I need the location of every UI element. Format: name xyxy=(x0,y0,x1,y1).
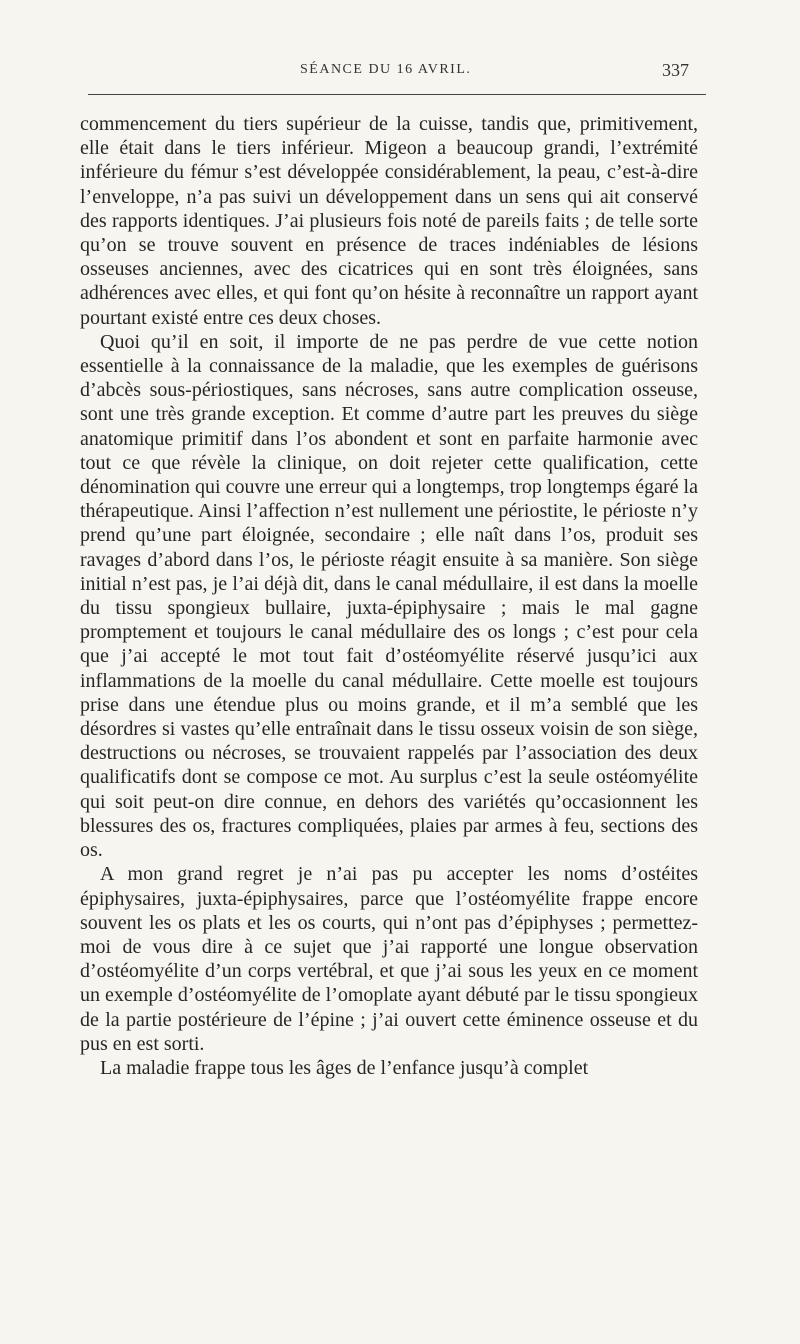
running-title: SÉANCE DU 16 AVRIL. xyxy=(300,62,472,77)
page-number: 337 xyxy=(662,60,689,80)
paragraph: Quoi qu’il en soit, il importe de ne pas perdre de vue cette notion essentielle à la connaissance de la maladie, que les exemples de guérisons d’abcès sous-périostiques, sans nécroses, sans autre complication osseuse, sont une très grande exception. Et comme d’autre part les preuves du siège anatomique primitif dans l’os abondent et sont en parfaite harmonie avec tout ce que révèle la clinique, on doit rejeter cette qualification, cette dénomination qui couvre une erreur qui a longtemps, trop longtemps égaré la thérapeutique. Ainsi l’affection n’est nullement une périostite, le périoste n’y prend qu’une part éloignée, secondaire ; elle naît dans l’os, produit ses ravages d’abord dans l’os, le périoste réagit ensuite à sa manière. Son siège initial n’est pas, je l’ai déjà dit, dans le canal médullaire, il est dans la moelle du tissu spongieux bullaire, juxta-épiphysaire ; mais le mal gagne promptement et toujours le canal médullaire des os longs ; c’est pour cela que j’ai accepté le mot tout fait d’ostéomyélite réservé jusqu’ici aux inflammations de la moelle du canal médullaire. Cette moelle est toujours prise dans une étendue plus ou moins grande, et il m’a semblé que les désordres si vastes qu’elle entraînait dans le tissu osseux voisin de son siège, destructions ou nécroses, se trouvaient rappelés par l’association des deux qualificatifs dont se compose ce mot. Au surplus c’est la seule ostéomyélite qui soit peut-on dire connue, en dehors des variétés qu’occasionnent les blessures des os, fractures compliquées, plaies par armes à feu, sections des os. xyxy=(80,330,698,862)
header-rule xyxy=(88,94,706,95)
paragraph-continued: commencement du tiers supérieur de la cuisse, tandis que, primitivement, elle était dans le tiers inférieur. Migeon a beaucoup grandi, l’extrémité inférieure du fémur s’est développée considérablement, la peau, c’est-à-dire l’enveloppe, n’a pas suivi un développement dans un sens qui ait conservé des rapports identiques. J’ai plusieurs fois noté de pareils faits ; de telle sorte qu’on se trouve souvent en présence de traces indéniables de lésions osseuses anciennes, avec des cicatrices qui en sont très éloignées, sans adhérences avec elles, et qui font qu’on hésite à reconnaître un rapport ayant pourtant existé entre ces deux choses. xyxy=(80,113,698,329)
body-text xyxy=(80,112,698,1080)
paragraph: A mon grand regret je n’ai pas pu accepter les noms d’ostéites épiphysaires, juxta-épiphysaires, parce que l’ostéomyélite frappe encore souvent les os plats et les os courts, qui n’ont pas d’épiphyses ; permettez-moi de vous dire à ce sujet que j’ai rapporté une longue observation d’ostéomyélite d’un corps vertébral, et que j’ai sous les yeux en ce moment un exemple d’ostéomyélite de l’omoplate ayant débuté par le tissu spongieux de la partie postérieure de l’épine ; j’ai ouvert cette éminence osseuse et du pus en est sorti. xyxy=(80,863,698,1055)
paragraph: La maladie frappe tous les âges de l’enfance jusqu’à complet xyxy=(100,1056,589,1079)
